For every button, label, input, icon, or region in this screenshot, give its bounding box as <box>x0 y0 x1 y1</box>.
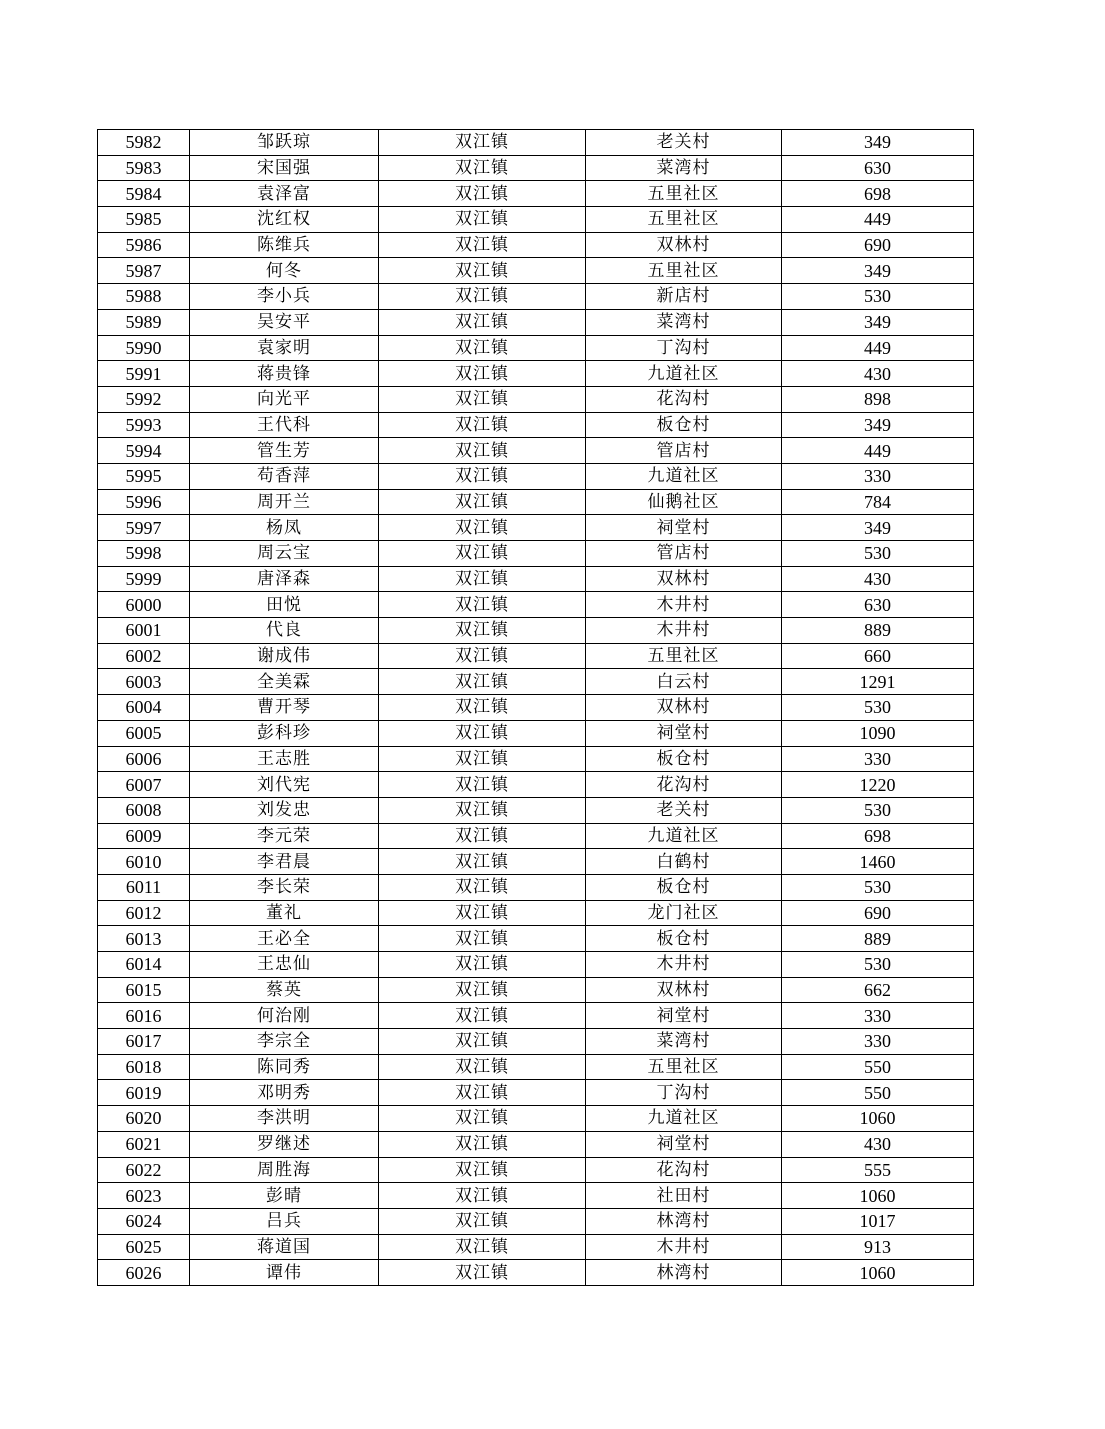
village-cell: 新店村 <box>586 284 782 310</box>
town-cell: 双江镇 <box>379 1054 586 1080</box>
amount-cell: 660 <box>782 643 974 669</box>
name-cell: 袁家明 <box>190 335 379 361</box>
village-cell: 双林村 <box>586 977 782 1003</box>
village-cell: 祠堂村 <box>586 1131 782 1157</box>
row-number-cell: 6023 <box>98 1183 190 1209</box>
name-cell: 宋国强 <box>190 155 379 181</box>
name-cell: 王代科 <box>190 412 379 438</box>
name-cell: 沈红权 <box>190 207 379 233</box>
village-cell: 白鹤村 <box>586 849 782 875</box>
table-row <box>98 977 974 1003</box>
table-row <box>98 309 974 335</box>
amount-cell: 698 <box>782 823 974 849</box>
amount-cell: 430 <box>782 1131 974 1157</box>
amount-cell: 349 <box>782 309 974 335</box>
village-cell: 花沟村 <box>586 772 782 798</box>
row-number-cell: 6024 <box>98 1208 190 1234</box>
table-row <box>98 746 974 772</box>
table-row <box>98 361 974 387</box>
amount-cell: 349 <box>782 130 974 156</box>
table-row <box>98 1106 974 1132</box>
table-row <box>98 1029 974 1055</box>
village-cell: 木井村 <box>586 618 782 644</box>
town-cell: 双江镇 <box>379 592 586 618</box>
village-cell: 木井村 <box>586 592 782 618</box>
amount-cell: 889 <box>782 618 974 644</box>
table-row <box>98 1157 974 1183</box>
amount-cell: 349 <box>782 515 974 541</box>
amount-cell: 1060 <box>782 1106 974 1132</box>
town-cell: 双江镇 <box>379 1106 586 1132</box>
town-cell: 双江镇 <box>379 181 586 207</box>
amount-cell: 662 <box>782 977 974 1003</box>
amount-cell: 530 <box>782 874 974 900</box>
name-cell: 蔡英 <box>190 977 379 1003</box>
table-row <box>98 463 974 489</box>
town-cell: 双江镇 <box>379 643 586 669</box>
row-number-cell: 6025 <box>98 1234 190 1260</box>
town-cell: 双江镇 <box>379 515 586 541</box>
table-row <box>98 618 974 644</box>
table-row <box>98 1080 974 1106</box>
amount-cell: 630 <box>782 592 974 618</box>
name-cell: 王必全 <box>190 926 379 952</box>
amount-cell: 530 <box>782 541 974 567</box>
amount-cell: 1017 <box>782 1208 974 1234</box>
row-number-cell: 5993 <box>98 412 190 438</box>
village-cell: 双林村 <box>586 695 782 721</box>
row-number-cell: 6020 <box>98 1106 190 1132</box>
name-cell: 谢成伟 <box>190 643 379 669</box>
village-cell: 五里社区 <box>586 1054 782 1080</box>
town-cell: 双江镇 <box>379 541 586 567</box>
town-cell: 双江镇 <box>379 309 586 335</box>
table-row <box>98 926 974 952</box>
name-cell: 彭晴 <box>190 1183 379 1209</box>
amount-cell: 449 <box>782 335 974 361</box>
village-cell: 林湾村 <box>586 1260 782 1286</box>
name-cell: 李小兵 <box>190 284 379 310</box>
name-cell: 董礼 <box>190 900 379 926</box>
town-cell: 双江镇 <box>379 1234 586 1260</box>
name-cell: 吕兵 <box>190 1208 379 1234</box>
amount-cell: 784 <box>782 489 974 515</box>
row-number-cell: 5996 <box>98 489 190 515</box>
name-cell: 何冬 <box>190 258 379 284</box>
name-cell: 罗继述 <box>190 1131 379 1157</box>
village-cell: 板仓村 <box>586 746 782 772</box>
name-cell: 田悦 <box>190 592 379 618</box>
row-number-cell: 6018 <box>98 1054 190 1080</box>
village-cell: 五里社区 <box>586 643 782 669</box>
row-number-cell: 6016 <box>98 1003 190 1029</box>
row-number-cell: 5986 <box>98 232 190 258</box>
village-cell: 板仓村 <box>586 874 782 900</box>
amount-cell: 690 <box>782 232 974 258</box>
row-number-cell: 6012 <box>98 900 190 926</box>
table-row <box>98 207 974 233</box>
amount-cell: 430 <box>782 361 974 387</box>
amount-cell: 449 <box>782 438 974 464</box>
village-cell: 丁沟村 <box>586 335 782 361</box>
row-number-cell: 6006 <box>98 746 190 772</box>
row-number-cell: 5984 <box>98 181 190 207</box>
village-cell: 双林村 <box>586 566 782 592</box>
row-number-cell: 5988 <box>98 284 190 310</box>
amount-cell: 530 <box>782 695 974 721</box>
town-cell: 双江镇 <box>379 412 586 438</box>
amount-cell: 530 <box>782 952 974 978</box>
amount-cell: 698 <box>782 181 974 207</box>
town-cell: 双江镇 <box>379 849 586 875</box>
row-number-cell: 6008 <box>98 797 190 823</box>
table-row <box>98 541 974 567</box>
row-number-cell: 5995 <box>98 463 190 489</box>
name-cell: 周云宝 <box>190 541 379 567</box>
town-cell: 双江镇 <box>379 1183 586 1209</box>
data-table <box>97 129 974 1286</box>
village-cell: 花沟村 <box>586 1157 782 1183</box>
village-cell: 林湾村 <box>586 1208 782 1234</box>
town-cell: 双江镇 <box>379 386 586 412</box>
village-cell: 老关村 <box>586 130 782 156</box>
row-number-cell: 5990 <box>98 335 190 361</box>
row-number-cell: 5989 <box>98 309 190 335</box>
town-cell: 双江镇 <box>379 130 586 156</box>
village-cell: 九道社区 <box>586 823 782 849</box>
table-row <box>98 1260 974 1286</box>
village-cell: 五里社区 <box>586 181 782 207</box>
name-cell: 李洪明 <box>190 1106 379 1132</box>
table-row <box>98 1234 974 1260</box>
town-cell: 双江镇 <box>379 746 586 772</box>
row-number-cell: 6019 <box>98 1080 190 1106</box>
name-cell: 彭科珍 <box>190 720 379 746</box>
table-row <box>98 669 974 695</box>
table-row <box>98 1054 974 1080</box>
town-cell: 双江镇 <box>379 284 586 310</box>
town-cell: 双江镇 <box>379 566 586 592</box>
row-number-cell: 6013 <box>98 926 190 952</box>
amount-cell: 898 <box>782 386 974 412</box>
row-number-cell: 6017 <box>98 1029 190 1055</box>
table-row <box>98 849 974 875</box>
table-row <box>98 823 974 849</box>
village-cell: 菜湾村 <box>586 155 782 181</box>
name-cell: 谭伟 <box>190 1260 379 1286</box>
row-number-cell: 6015 <box>98 977 190 1003</box>
amount-cell: 1220 <box>782 772 974 798</box>
row-number-cell: 5992 <box>98 386 190 412</box>
amount-cell: 550 <box>782 1054 974 1080</box>
amount-cell: 1060 <box>782 1260 974 1286</box>
name-cell: 李长荣 <box>190 874 379 900</box>
town-cell: 双江镇 <box>379 926 586 952</box>
town-cell: 双江镇 <box>379 463 586 489</box>
name-cell: 刘代宪 <box>190 772 379 798</box>
row-number-cell: 6021 <box>98 1131 190 1157</box>
town-cell: 双江镇 <box>379 772 586 798</box>
table-row <box>98 489 974 515</box>
amount-cell: 889 <box>782 926 974 952</box>
row-number-cell: 6004 <box>98 695 190 721</box>
amount-cell: 530 <box>782 284 974 310</box>
amount-cell: 330 <box>782 463 974 489</box>
town-cell: 双江镇 <box>379 1080 586 1106</box>
amount-cell: 630 <box>782 155 974 181</box>
town-cell: 双江镇 <box>379 258 586 284</box>
table-row <box>98 720 974 746</box>
name-cell: 邹跃琼 <box>190 130 379 156</box>
town-cell: 双江镇 <box>379 1131 586 1157</box>
table-row <box>98 1131 974 1157</box>
table-row <box>98 1208 974 1234</box>
town-cell: 双江镇 <box>379 489 586 515</box>
row-number-cell: 6000 <box>98 592 190 618</box>
village-cell: 仙鹅社区 <box>586 489 782 515</box>
town-cell: 双江镇 <box>379 977 586 1003</box>
village-cell: 白云村 <box>586 669 782 695</box>
table-row <box>98 1183 974 1209</box>
amount-cell: 1291 <box>782 669 974 695</box>
town-cell: 双江镇 <box>379 438 586 464</box>
town-cell: 双江镇 <box>379 155 586 181</box>
amount-cell: 349 <box>782 258 974 284</box>
name-cell: 周开兰 <box>190 489 379 515</box>
name-cell: 王志胜 <box>190 746 379 772</box>
amount-cell: 349 <box>782 412 974 438</box>
table-row <box>98 1003 974 1029</box>
town-cell: 双江镇 <box>379 1260 586 1286</box>
amount-cell: 690 <box>782 900 974 926</box>
name-cell: 袁泽富 <box>190 181 379 207</box>
amount-cell: 555 <box>782 1157 974 1183</box>
village-cell: 管店村 <box>586 438 782 464</box>
town-cell: 双江镇 <box>379 720 586 746</box>
row-number-cell: 6005 <box>98 720 190 746</box>
row-number-cell: 5985 <box>98 207 190 233</box>
name-cell: 吴安平 <box>190 309 379 335</box>
village-cell: 板仓村 <box>586 412 782 438</box>
amount-cell: 430 <box>782 566 974 592</box>
town-cell: 双江镇 <box>379 1029 586 1055</box>
name-cell: 邓明秀 <box>190 1080 379 1106</box>
row-number-cell: 6014 <box>98 952 190 978</box>
village-cell: 菜湾村 <box>586 309 782 335</box>
amount-cell: 550 <box>782 1080 974 1106</box>
table-row <box>98 232 974 258</box>
town-cell: 双江镇 <box>379 1003 586 1029</box>
table-row <box>98 130 974 156</box>
town-cell: 双江镇 <box>379 1157 586 1183</box>
row-number-cell: 6009 <box>98 823 190 849</box>
table-row <box>98 772 974 798</box>
name-cell: 管生芳 <box>190 438 379 464</box>
name-cell: 苟香萍 <box>190 463 379 489</box>
village-cell: 五里社区 <box>586 207 782 233</box>
town-cell: 双江镇 <box>379 618 586 644</box>
row-number-cell: 6022 <box>98 1157 190 1183</box>
name-cell: 王忠仙 <box>190 952 379 978</box>
town-cell: 双江镇 <box>379 695 586 721</box>
row-number-cell: 6001 <box>98 618 190 644</box>
name-cell: 李宗全 <box>190 1029 379 1055</box>
table-row <box>98 258 974 284</box>
name-cell: 蒋贵锋 <box>190 361 379 387</box>
town-cell: 双江镇 <box>379 335 586 361</box>
town-cell: 双江镇 <box>379 900 586 926</box>
row-number-cell: 5998 <box>98 541 190 567</box>
table-row <box>98 643 974 669</box>
town-cell: 双江镇 <box>379 1208 586 1234</box>
village-cell: 九道社区 <box>586 361 782 387</box>
amount-cell: 1460 <box>782 849 974 875</box>
village-cell: 祠堂村 <box>586 1003 782 1029</box>
name-cell: 全美霖 <box>190 669 379 695</box>
table-row <box>98 900 974 926</box>
row-number-cell: 5991 <box>98 361 190 387</box>
village-cell: 祠堂村 <box>586 515 782 541</box>
amount-cell: 1060 <box>782 1183 974 1209</box>
table-row <box>98 592 974 618</box>
village-cell: 老关村 <box>586 797 782 823</box>
village-cell: 祠堂村 <box>586 720 782 746</box>
village-cell: 双林村 <box>586 232 782 258</box>
row-number-cell: 6007 <box>98 772 190 798</box>
name-cell: 代良 <box>190 618 379 644</box>
table-row <box>98 181 974 207</box>
table-row <box>98 797 974 823</box>
village-cell: 板仓村 <box>586 926 782 952</box>
amount-cell: 330 <box>782 1003 974 1029</box>
row-number-cell: 5983 <box>98 155 190 181</box>
town-cell: 双江镇 <box>379 952 586 978</box>
row-number-cell: 6003 <box>98 669 190 695</box>
row-number-cell: 5994 <box>98 438 190 464</box>
amount-cell: 1090 <box>782 720 974 746</box>
name-cell: 向光平 <box>190 386 379 412</box>
amount-cell: 330 <box>782 746 974 772</box>
table-row <box>98 952 974 978</box>
village-cell: 龙门社区 <box>586 900 782 926</box>
name-cell: 李元荣 <box>190 823 379 849</box>
table-row <box>98 515 974 541</box>
name-cell: 陈同秀 <box>190 1054 379 1080</box>
village-cell: 菜湾村 <box>586 1029 782 1055</box>
town-cell: 双江镇 <box>379 797 586 823</box>
name-cell: 唐泽森 <box>190 566 379 592</box>
amount-cell: 449 <box>782 207 974 233</box>
table-row <box>98 412 974 438</box>
town-cell: 双江镇 <box>379 874 586 900</box>
amount-cell: 330 <box>782 1029 974 1055</box>
village-cell: 木井村 <box>586 952 782 978</box>
table-row <box>98 695 974 721</box>
name-cell: 陈维兵 <box>190 232 379 258</box>
village-cell: 九道社区 <box>586 1106 782 1132</box>
table-row <box>98 335 974 361</box>
table-row <box>98 386 974 412</box>
row-number-cell: 6011 <box>98 874 190 900</box>
village-cell: 社田村 <box>586 1183 782 1209</box>
town-cell: 双江镇 <box>379 669 586 695</box>
village-cell: 花沟村 <box>586 386 782 412</box>
table-body <box>98 130 974 1286</box>
village-cell: 九道社区 <box>586 463 782 489</box>
town-cell: 双江镇 <box>379 823 586 849</box>
amount-cell: 530 <box>782 797 974 823</box>
name-cell: 刘发忠 <box>190 797 379 823</box>
name-cell: 周胜海 <box>190 1157 379 1183</box>
name-cell: 曹开琴 <box>190 695 379 721</box>
row-number-cell: 5999 <box>98 566 190 592</box>
village-cell: 丁沟村 <box>586 1080 782 1106</box>
table-row <box>98 438 974 464</box>
town-cell: 双江镇 <box>379 232 586 258</box>
table-row <box>98 155 974 181</box>
name-cell: 杨凤 <box>190 515 379 541</box>
row-number-cell: 5982 <box>98 130 190 156</box>
table-row <box>98 566 974 592</box>
table-row <box>98 284 974 310</box>
village-cell: 五里社区 <box>586 258 782 284</box>
name-cell: 蒋道国 <box>190 1234 379 1260</box>
row-number-cell: 6010 <box>98 849 190 875</box>
table-row <box>98 874 974 900</box>
name-cell: 何治刚 <box>190 1003 379 1029</box>
town-cell: 双江镇 <box>379 207 586 233</box>
amount-cell: 913 <box>782 1234 974 1260</box>
town-cell: 双江镇 <box>379 361 586 387</box>
row-number-cell: 6002 <box>98 643 190 669</box>
village-cell: 管店村 <box>586 541 782 567</box>
row-number-cell: 5997 <box>98 515 190 541</box>
row-number-cell: 6026 <box>98 1260 190 1286</box>
row-number-cell: 5987 <box>98 258 190 284</box>
village-cell: 木井村 <box>586 1234 782 1260</box>
name-cell: 李君晨 <box>190 849 379 875</box>
